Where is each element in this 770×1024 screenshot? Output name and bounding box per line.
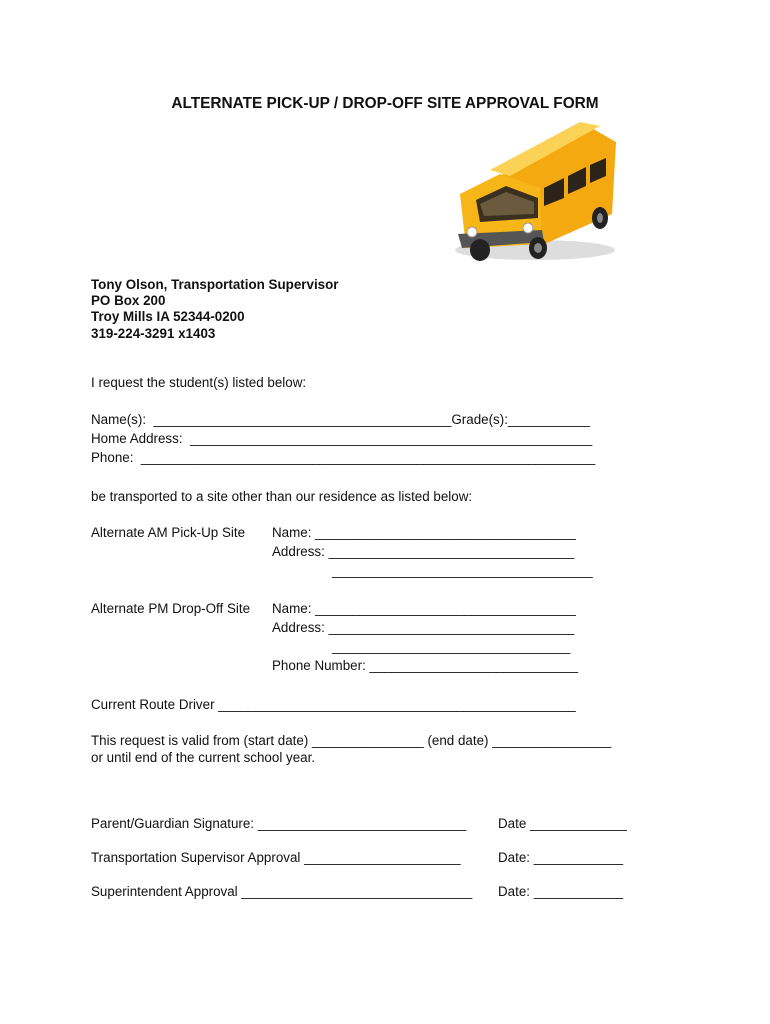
student-names-field[interactable]: Name(s): ________________________________________Grade(s):___________ [91,412,590,427]
page-title: ALTERNATE PICK-UP / DROP-OFF SITE APPROVAL FORM [171,95,599,112]
home-address-field[interactable]: Home Address: ______________________________________________________ [91,431,593,446]
supervisor-date-field[interactable]: Date: ____________ [498,850,624,865]
superintendent-date-field[interactable]: Date: ____________ [498,884,624,899]
contact-box: PO Box 200 [91,293,166,308]
valid-note: or until end of the current school year. [91,750,316,765]
parent-date-field[interactable]: Date _____________ [498,816,627,831]
contact-phone: 319-224-3291 x1403 [91,326,216,341]
request-intro: I request the student(s) listed below: [91,375,307,390]
pm-site-label: Alternate PM Drop-Off Site [91,601,251,616]
pm-site-address-field[interactable]: Address: _________________________________ [272,620,575,635]
am-site-address-field[interactable]: Address: _________________________________ [272,544,575,559]
transport-intro: be transported to a site other than our residence as listed below: [91,489,473,504]
route-driver-field[interactable]: Current Route Driver ________________________________________________ [91,697,576,712]
pm-site-address2-field[interactable]: ________________________________ [332,639,571,654]
contact-city: Troy Mills IA 52344-0200 [91,309,245,324]
am-site-label: Alternate AM Pick-Up Site [91,525,246,540]
school-bus-icon [440,118,618,268]
parent-signature-field[interactable]: Parent/Guardian Signature: ____________________________ [91,816,467,831]
contact-name: Tony Olson, Transportation Supervisor [91,277,339,292]
phone-field[interactable]: Phone: _____________________________________________________________ [91,450,596,465]
pm-site-name-field[interactable]: Name: ___________________________________ [272,601,576,616]
superintendent-approval-field[interactable]: Superintendent Approval _______________________________ [91,884,473,899]
am-site-name-field[interactable]: Name: ___________________________________ [272,525,576,540]
supervisor-approval-field[interactable]: Transportation Supervisor Approval _____________________ [91,850,461,865]
valid-dates-field[interactable]: This request is valid from (start date) _______________ (end date) ________________ [91,733,612,748]
pm-site-phone-field[interactable]: Phone Number: ____________________________ [272,658,579,673]
am-site-address2-field[interactable]: ___________________________________ [332,563,593,578]
